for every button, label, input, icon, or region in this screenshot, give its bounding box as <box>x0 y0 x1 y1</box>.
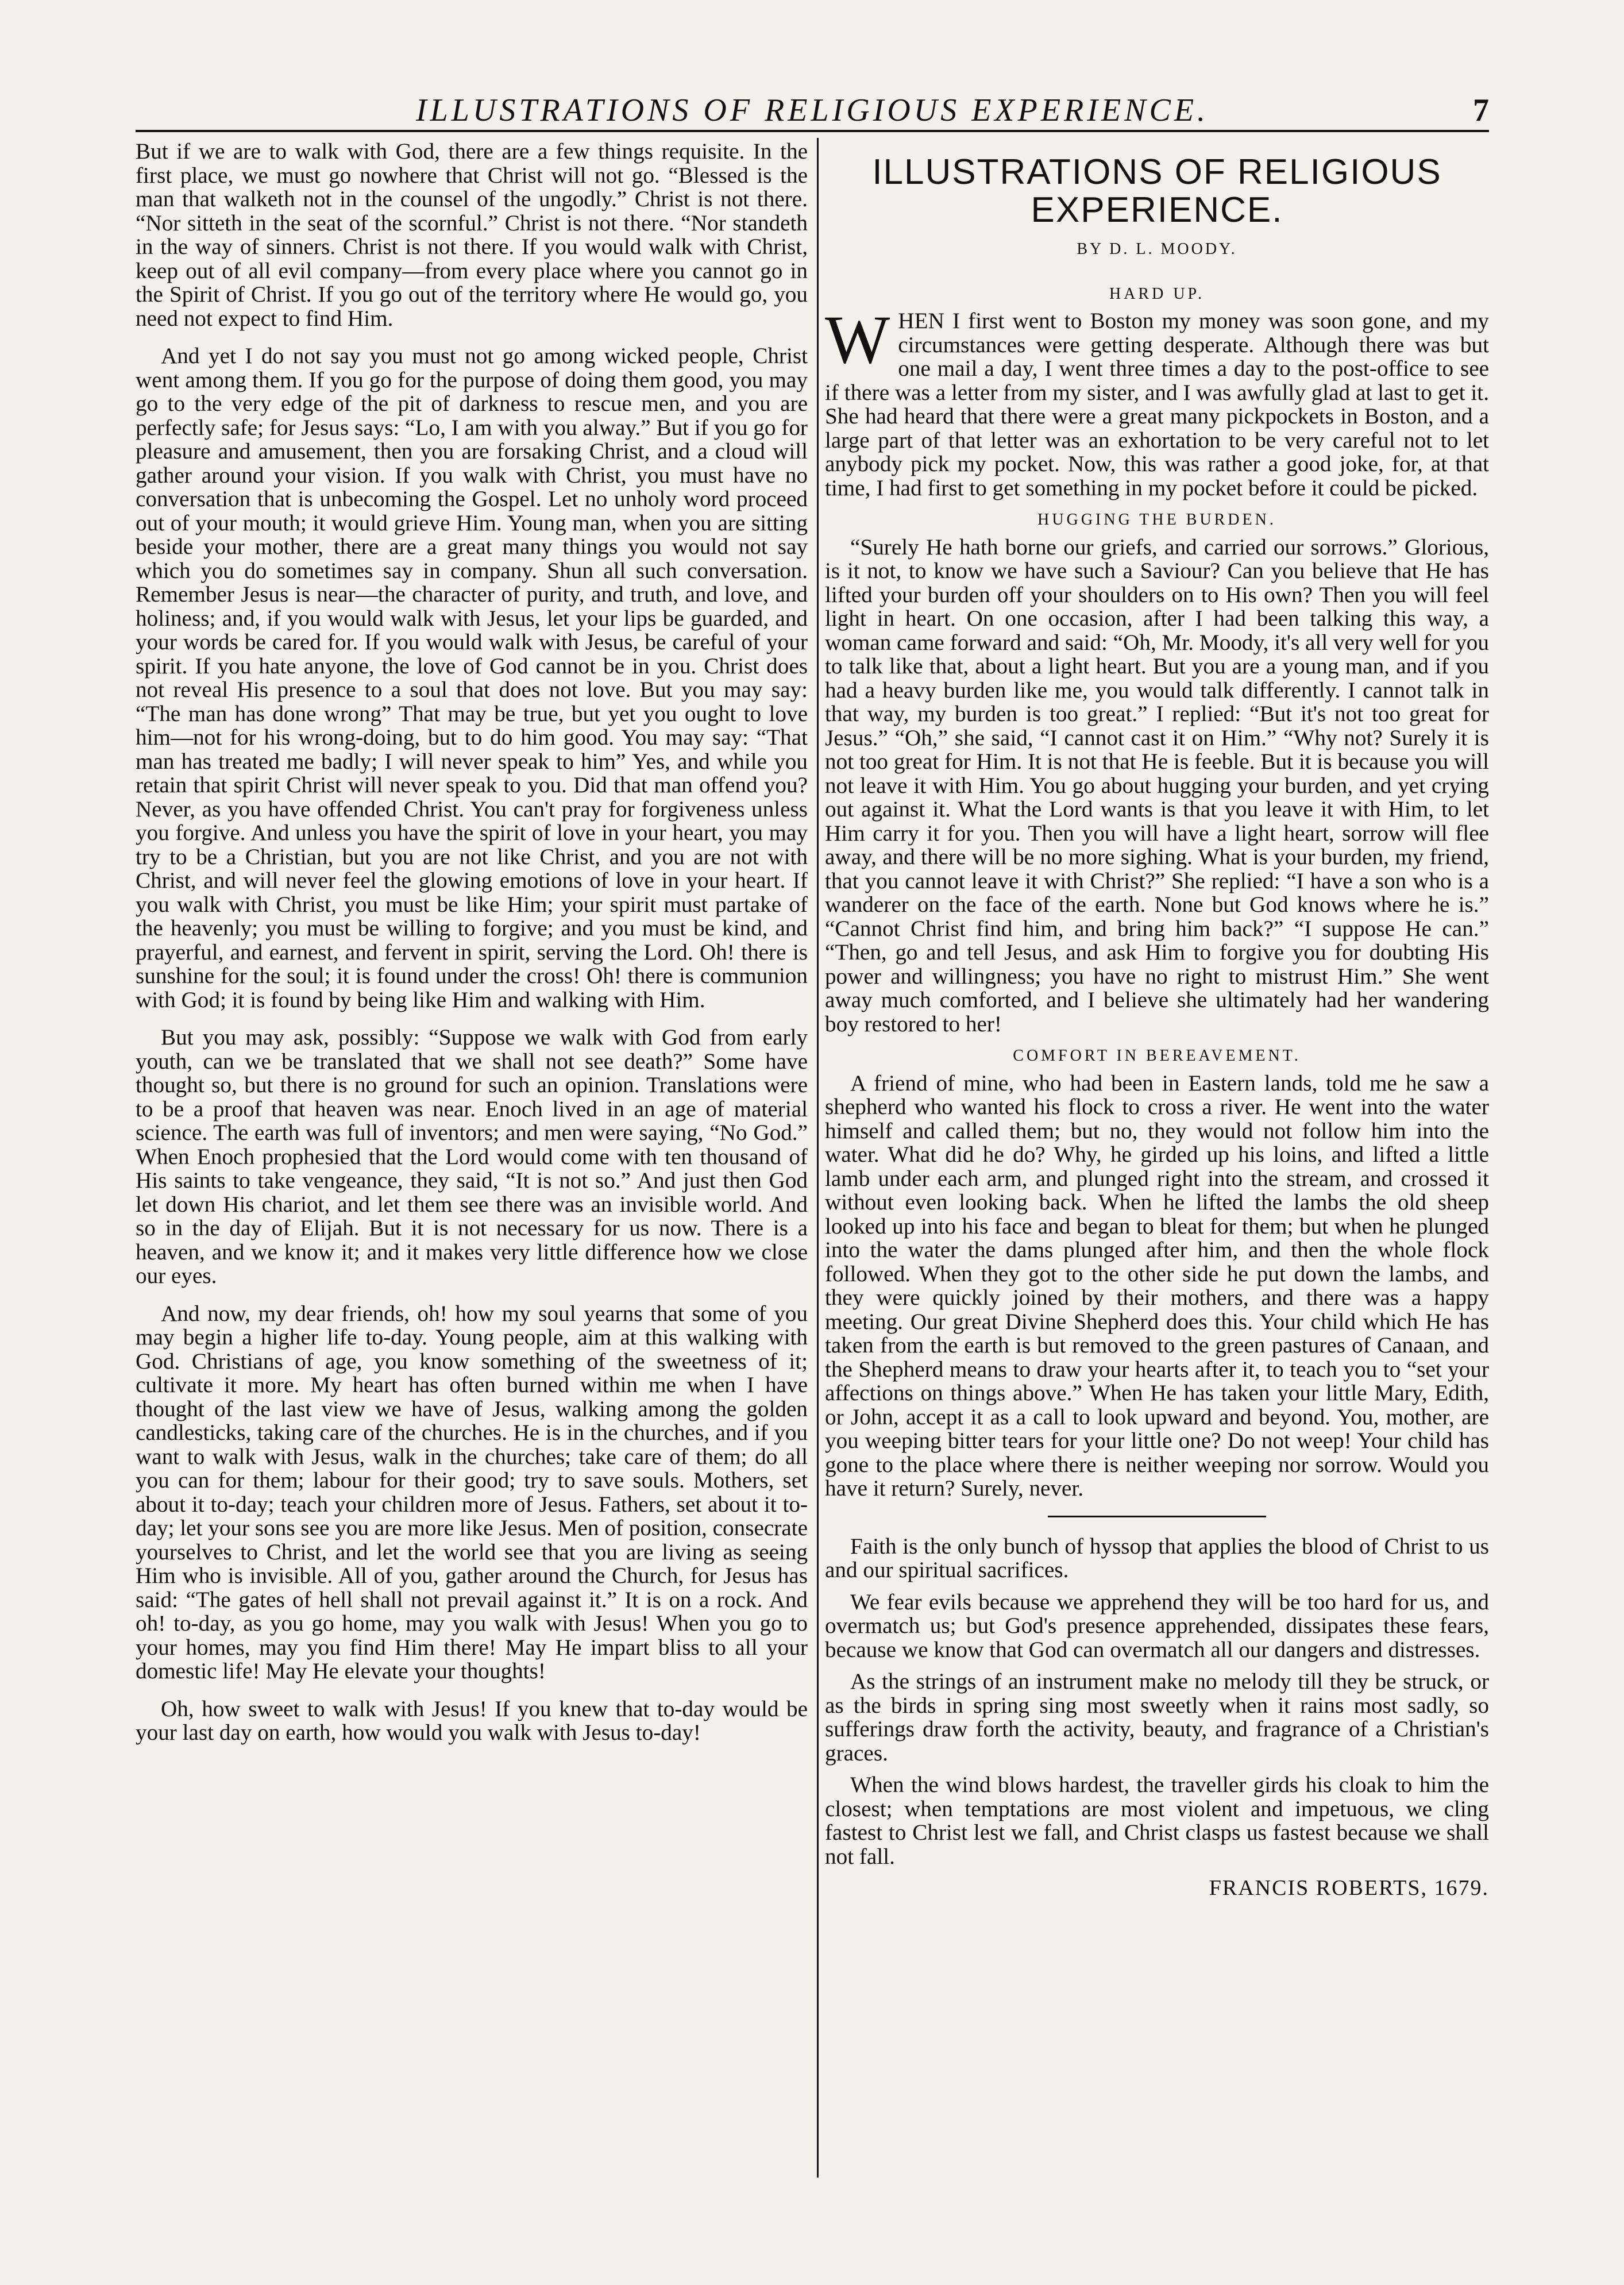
paragraph: And now, my dear friends, oh! how my soul yearns that some of you may begin a higher life to-day. Young people, aim at this walking with God. Christians of age, you know something of the sweetness of it; cultivate it more. My heart has often burned within me when I have thought of the last view we have of Jesus, walking among the golden candlesticks, taking care of the churches. He is in the churches, and if you want to walk with Jesus, walk in the churches; take care of them; do all you can for them; labour for their good; try to save souls. Mothers, set about it to-day; teach your children more of Jesus. Fathers, set about it to-day; let your sons see you are more like Jesus. Men of position, consecrate yourselves to Christ, and let the world see that you are living as seeing Him who is invisible. All of you, gather around the Church, for Jesus has said: “The gates of hell shall not prevail against it.” It is on a rock. And oh! to-day, as you go home, may you walk with Jesus! When you go to your homes, may you find Him there! May He impart bliss to all your domestic life! May He elevate your thoughts! <box>136 1301 808 1683</box>
paragraph <box>825 301 1489 500</box>
page-header <box>136 92 1489 132</box>
paragraph: But if we are to walk with God, there are a few things requisite. In the first place, we must go nowhere that Christ will not go. “Blessed is the man that walketh not in the counsel of the ungodly.” Christ is not there. “Nor sitteth in the seat of the scornful.” Christ is not there. “Nor standeth in the way of sinners. Christ is not there. If you would walk with Christ, keep out of all evil company—from every place where you cannot go in the Spirit of Christ. If you go out of the territory where He would go, you need not expect to find Him. <box>136 140 808 331</box>
article-title <box>825 153 1489 229</box>
paragraph: But you may ask, possibly: “Suppose we walk with God from early youth, can we be translated that we shall not see death?” Some have thought so, but there is no ground for such an opinion. Translations were to be a proof that heaven was near. Enoch lived in an age of material science. The earth was full of inventors; and men were saying, “No God.” When Enoch prophesied that the Lord would come with ten thousand of His saints to take vengeance, they said, “It is not so.” And just then God let down His chariot, and let them see there was an invisible world. And so in the day of Elijah. But it is not necessary for us now. There is a heaven, and we know it; and it makes very little difference how we close our eyes. <box>136 1025 808 1288</box>
paragraph: Faith is the only bunch of hyssop that applies the blood of Christ to us and our spiritual sacrifices. <box>825 1533 1489 1582</box>
separator-rule <box>1048 1516 1266 1517</box>
section-heading: HARD UP. <box>1109 284 1205 303</box>
running-title: ILLUSTRATIONS OF RELIGIOUS EXPERIENCE. <box>415 93 1209 128</box>
paragraph: Oh, how sweet to walk with Jesus! If you knew that to-day would be your last day on earth, how would you walk with Jesus to-day! <box>136 1696 808 1745</box>
article-title-line: EXPERIENCE. <box>1031 190 1283 230</box>
section-heading: COMFORT IN BEREAVEMENT. <box>1013 1047 1301 1065</box>
left-column <box>136 140 808 2179</box>
drop-cap: W <box>825 301 890 377</box>
attribution: FRANCIS ROBERTS, 1679. <box>1209 1876 1489 1900</box>
paragraph: When the wind blows hardest, the traveller girds his cloak to him the closest; when temptations are most violent and impetuous, we cling fastest to Christ lest we fall, and Christ clasps us fastest because we shall not fall. <box>825 1772 1489 1869</box>
article-title-line: ILLUSTRATIONS OF RELIGIOUS <box>872 152 1442 192</box>
paragraph: “Surely He hath borne our griefs, and carried our sorrows.” Glorious, is it not, to know we have such a Saviour? Can you believe that He has lifted your burden off your shoulders on to His own? Then you will feel light in heart. On one occasion, after I had been talking this way, a woman came forward and said: “Oh, Mr. Moody, it's all very well for you to talk like that, about a light heart. But you are a young man, and if you had a heavy burden like me, you would talk differently. I cannot talk in that way, my burden is too great.” I replied: “But it's not too great for Jesus.” “Oh,” she said, “I cannot cast it on Him.” “Why not? Surely it is not too great for Him. It is not that He is feeble. But it is because you will not leave it with Him. You go about hugging your burden, and yet crying out against it. What the Lord wants is that you leave it with Him, to let Him carry it for you. Then you will have a light heart, sorrow will flee away, and there will be no more sighing. What is your burden, my friend, that you cannot leave it with Christ?” She replied: “I have a son who is a wanderer on the face of the earth. None but God knows where he is.” “Cannot Christ find him, and bring him back?” “I suppose He can.” “Then, go and tell Jesus, and ask Him to forgive you for doubting His power and willingness; you have no right to mistrust Him.” She went away much comforted, and I believe she ultimately had her wandering boy restored to her! <box>825 534 1489 1036</box>
right-column <box>825 140 1489 2179</box>
column-divider <box>817 138 819 2178</box>
paragraph: And yet I do not say you must not go among wicked people, Christ went among them. If you go for the purpose of doing them good, you may go to the very edge of the pit of darkness to rescue men, and you are perfectly safe; for Jesus says: “Lo, I am with you alway.” But if you go for pleasure and amusement, then you are forsaking Christ, and a cloud will gather around your vision. If you walk with Christ, you must have no conversation that is unbecoming the Gospel. Let no unholy word proceed out of your mouth; it would grieve Him. Young man, when you are sitting beside your mother, there are a great many things you would not say which you do sometimes say in company. Shun all such conversation. Remember Jesus is near—the character of purity, and truth, and love, and holiness; and, if you would walk with Jesus, let your lips be guarded, and your words be cared for. If you would walk with Jesus, be careful of your spirit. If you hate anyone, the love of God cannot be in you. Christ does not reveal His presence to a soul that does not love. But you may say: “The man has done wrong” That may be true, but yet you ought to love him—not for his wrong-doing, but to do him good. You may say: “That man has treated me badly; I will never speak to him” Yes, and while you retain that spirit Christ will never speak to you. Did that man offend you? Never, as you have offended Christ. You can't pray for forgiveness unless you forgive. And unless you have the spirit of love in your heart, you may try to be a Christian, but you are not like Christ, and you are not with Christ, and will never feel the glowing emotions of love in your heart. If you walk with Christ, you must be like Him; your spirit must partake of the heavenly; you must be willing to forgive; and you must be kind, and prayerful, and earnest, and fervent in spirit, serving the Lord. Oh! there is sunshine for the soul; it is found under the cross! Oh! there is communion with God; it is found by being like Him and walking with Him. <box>136 344 808 1012</box>
byline: BY D. L. MOODY. <box>1077 240 1237 258</box>
header-rule <box>136 130 1489 132</box>
paragraph: As the strings of an instrument make no melody till they be struck, or as the birds in spring sing most sweetly when it rains most sadly, so sufferings draw forth the activity, beauty, and fragrance of a Christian's graces. <box>825 1669 1489 1766</box>
page-number: 7 <box>1473 93 1489 128</box>
paragraph-text: HEN I first went to Boston my money was soon gone, and my circumstances were getting desperate. Although there was but one mail a day, I went three times a day to the post-office to see if there was a letter from my sister, and I was awfully glad at last to get it. She had heard that there were a great many pickpockets in Boston, and a large part of that letter was an exhortation to be very careful not to let anybody pick my pocket. Now, this was rather a good joke, for, at that time, I had first to get something in my pocket before it could be picked. <box>825 309 1489 500</box>
paragraph: A friend of mine, who had been in Eastern lands, told me he saw a shepherd who wanted his flock to cross a river. He went into the water himself and called them; but no, they would not follow him into the water. What did he do? Why, he girded up his loins, and lifted a little lamb under each arm, and plunged right into the stream, and crossed it without even looking back. When he lifted the lambs the old sheep looked up into his face and began to bleat for them; but when he plunged into the water the dams plunged after him, and then the whole flock followed. When they got to the other side he put down the lambs, and they were quickly joined by their mothers, and there was a happy meeting. Our great Divine Shepherd does this. Your child which He has taken from the earth is but removed to the green pastures of Canaan, and the Shepherd means to draw your hearts after it, to teach you to “set your affections on things above.” When He has taken your little Mary, Edith, or John, accept it as a call to look upward and beyond. You, mother, are you weeping bitter tears for your little one? Do not weep! Your child has gone to the place where there is neither weeping nor sorrow. Would you have it return? Surely, never. <box>825 1070 1489 1501</box>
paragraph: We fear evils because we apprehend they will be too hard for us, and overmatch us; but God's presence apprehended, dissipates these fears, because we know that God can overmatch all our dangers and distresses. <box>825 1589 1489 1662</box>
section-heading: HUGGING THE BURDEN. <box>1037 511 1276 529</box>
